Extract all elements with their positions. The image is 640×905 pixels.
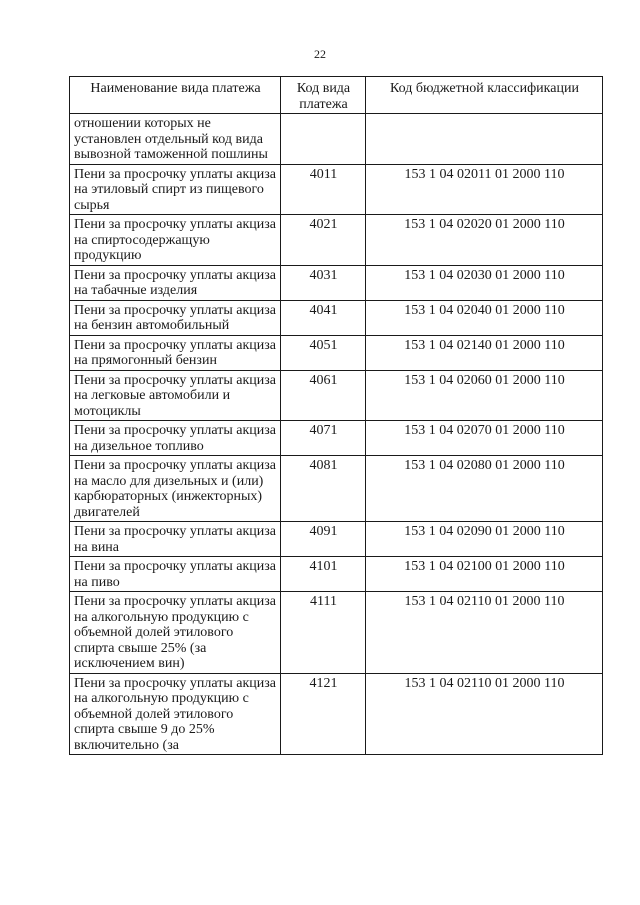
payment-name-cell: Пени за просрочку уплаты акциза на дизельное топливо <box>70 421 281 456</box>
payment-code-cell: 4051 <box>281 335 366 370</box>
budget-code-cell: 153 1 04 02030 01 2000 110 <box>366 265 603 300</box>
payment-name-cell: Пени за просрочку уплаты акциза на алкогольную продукцию с объемной долей этилового спирта свыше 9 до 25% включительно (за <box>70 673 281 755</box>
budget-code-cell: 153 1 04 02080 01 2000 110 <box>366 456 603 522</box>
payment-code-cell: 4111 <box>281 592 366 674</box>
budget-code-cell: 153 1 04 02110 01 2000 110 <box>366 592 603 674</box>
budget-code-cell: 153 1 04 02011 01 2000 110 <box>366 164 603 215</box>
budget-code-cell: 153 1 04 02070 01 2000 110 <box>366 421 603 456</box>
budget-code-cell: 153 1 04 02060 01 2000 110 <box>366 370 603 421</box>
payment-name-cell: Пени за просрочку уплаты акциза на легковые автомобили и мотоциклы <box>70 370 281 421</box>
budget-code-cell: 153 1 04 02040 01 2000 110 <box>366 300 603 335</box>
payment-code-cell: 4121 <box>281 673 366 755</box>
table-row <box>70 164 603 215</box>
payment-code-cell: 4101 <box>281 557 366 592</box>
budget-code-cell: 153 1 04 02020 01 2000 110 <box>366 215 603 266</box>
payment-name-cell: Пени за просрочку уплаты акциза на бензин автомобильный <box>70 300 281 335</box>
payment-code-cell: 4031 <box>281 265 366 300</box>
payment-name-cell: Пени за просрочку уплаты акциза на масло для дизельных и (или) карбюраторных (инжекторных) двигателей <box>70 456 281 522</box>
payment-name-cell: Пени за просрочку уплаты акциза на пиво <box>70 557 281 592</box>
table-row <box>70 522 603 557</box>
page-number: 22 <box>314 47 326 61</box>
payment-name-cell: Пени за просрочку уплаты акциза на этиловый спирт из пищевого сырья <box>70 164 281 215</box>
payment-name-cell: Пени за просрочку уплаты акциза на спиртосодержащую продукцию <box>70 215 281 266</box>
payment-code-cell: 4021 <box>281 215 366 266</box>
payment-code-cell <box>281 114 366 165</box>
budget-code-cell <box>366 114 603 165</box>
table-row <box>70 421 603 456</box>
payment-code-cell: 4071 <box>281 421 366 456</box>
table-row <box>70 456 603 522</box>
table-header-row <box>70 77 603 114</box>
table-row <box>70 557 603 592</box>
header-payment-code: Код вида платежа <box>281 77 366 114</box>
payment-name-cell: Пени за просрочку уплаты акциза на табачные изделия <box>70 265 281 300</box>
payment-name-cell: отношении которых не установлен отдельный код вида вывозной таможенной пошлины <box>70 114 281 165</box>
budget-code-cell: 153 1 04 02140 01 2000 110 <box>366 335 603 370</box>
budget-code-cell: 153 1 04 02100 01 2000 110 <box>366 557 603 592</box>
payment-code-cell: 4061 <box>281 370 366 421</box>
header-budget-code: Код бюджетной классификации <box>366 77 603 114</box>
payment-codes-table <box>69 76 603 755</box>
payment-code-cell: 4011 <box>281 164 366 215</box>
payment-name-cell: Пени за просрочку уплаты акциза на прямогонный бензин <box>70 335 281 370</box>
table-row <box>70 265 603 300</box>
payment-code-cell: 4081 <box>281 456 366 522</box>
table-row <box>70 300 603 335</box>
table-row <box>70 215 603 266</box>
payment-name-cell: Пени за просрочку уплаты акциза на алкогольную продукцию с объемной долей этилового спирта свыше 25% (за исключением вин) <box>70 592 281 674</box>
payment-name-cell: Пени за просрочку уплаты акциза на вина <box>70 522 281 557</box>
table-row <box>70 114 603 165</box>
table-row <box>70 592 603 674</box>
table-row <box>70 673 603 755</box>
payment-code-cell: 4041 <box>281 300 366 335</box>
budget-code-cell: 153 1 04 02090 01 2000 110 <box>366 522 603 557</box>
budget-code-cell: 153 1 04 02110 01 2000 110 <box>366 673 603 755</box>
table-row <box>70 370 603 421</box>
header-payment-name: Наименование вида платежа <box>70 77 281 114</box>
payment-code-cell: 4091 <box>281 522 366 557</box>
table-row <box>70 335 603 370</box>
